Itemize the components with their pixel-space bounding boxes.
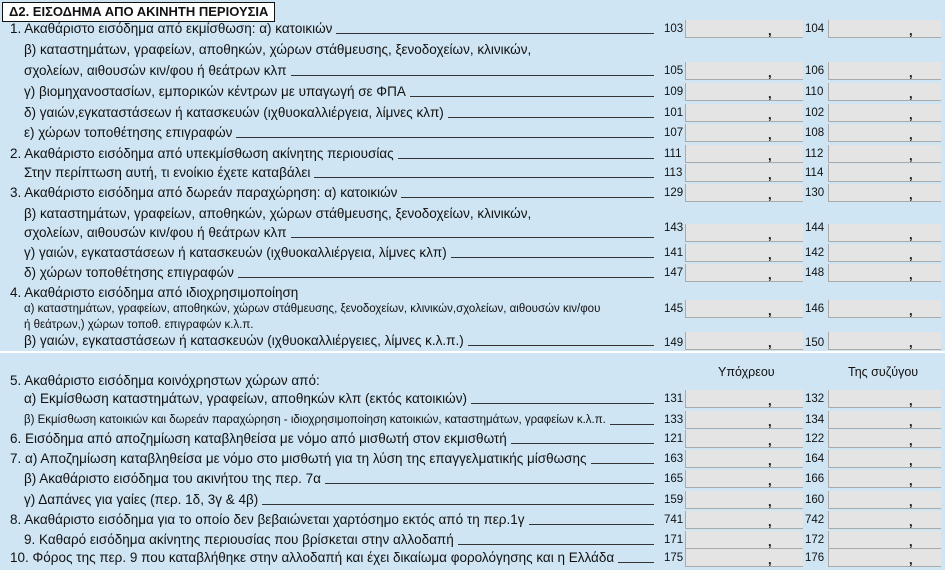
row-label	[24, 125, 658, 141]
field-code-spouse: 160	[805, 494, 825, 506]
section-title: Δ2. ΕΙΣΟΔΗΜΑ ΑΠΟ ΑΚΙΝΗΤΗ ΠΕΡΙΟΥΣΙΑ	[2, 2, 275, 22]
decimal-comma: ,	[768, 393, 772, 408]
decimal-comma: ,	[909, 23, 913, 38]
row-label	[24, 532, 658, 548]
leader-line	[529, 524, 655, 525]
row-label-text: ή θεάτρων,) χώρων τοποθ. επιγραφών κ.λ.π.	[24, 319, 254, 331]
amount-input-taxpayer[interactable]	[685, 470, 803, 488]
amount-input-taxpayer[interactable]	[685, 244, 803, 262]
row-label	[24, 245, 658, 261]
decimal-comma: ,	[768, 86, 772, 101]
amount-input-spouse[interactable]	[828, 264, 941, 282]
field-code-spouse: 134	[805, 414, 825, 426]
amount-input-spouse[interactable]	[828, 124, 941, 142]
row-label	[10, 146, 658, 162]
amount-input-spouse[interactable]	[828, 184, 941, 202]
row-label	[10, 512, 658, 528]
amount-input-spouse[interactable]	[828, 511, 941, 529]
decimal-comma: ,	[909, 267, 913, 282]
row-label-text: 7. α) Αποζημίωση καταβληθείσα με νόμο στο μισθωτή για τη λύση της επαγγελματικής μίσθωσης	[10, 451, 587, 466]
leader-line	[262, 504, 654, 505]
row-label-text: γ) βιομηχανοστασίων, εμπορικών κέντρων με υπαγωγή σε ΦΠΑ	[24, 84, 406, 99]
field-code-spouse: 106	[805, 65, 825, 77]
row-label	[24, 301, 658, 317]
decimal-comma: ,	[909, 552, 913, 567]
amount-input-spouse[interactable]	[828, 390, 941, 408]
decimal-comma: ,	[909, 453, 913, 468]
amount-input-spouse[interactable]	[828, 244, 941, 262]
amount-input-taxpayer[interactable]	[685, 332, 803, 350]
amount-input-spouse[interactable]	[828, 104, 941, 122]
field-code-taxpayer: 113	[664, 167, 683, 179]
field-code-taxpayer: 111	[664, 148, 682, 160]
amount-input-taxpayer[interactable]	[685, 531, 803, 549]
decimal-comma: ,	[909, 107, 913, 122]
row-label	[24, 206, 658, 222]
field-code-spouse: 146	[805, 303, 825, 315]
leader-line	[458, 544, 654, 545]
decimal-comma: ,	[768, 127, 772, 142]
row-label	[10, 373, 658, 389]
field-code-taxpayer: 141	[664, 247, 684, 259]
decimal-comma: ,	[909, 86, 913, 101]
row-label-text: α) καταστημάτων, γραφείων, αποθηκών, χώρων στάθμευσης, ξενοδοχείων, κλινικών,σχολείων, αιθουσών κιν/φου	[24, 303, 601, 315]
row-label-text: γ) Δαπάνες για γαίες (περ. 1δ, 3γ & 4β)	[24, 492, 259, 507]
field-code-taxpayer: 165	[664, 473, 684, 485]
row-label	[24, 333, 658, 349]
field-code-spouse: 172	[805, 534, 825, 546]
leader-line	[591, 463, 654, 464]
field-code-spouse: 122	[805, 433, 825, 445]
amount-input-taxpayer[interactable]	[685, 300, 803, 318]
column-header-spouse: Της συζύγου	[848, 365, 919, 379]
decimal-comma: ,	[909, 187, 913, 202]
amount-input-spouse[interactable]	[828, 491, 941, 509]
decimal-comma: ,	[768, 453, 772, 468]
row-label	[24, 225, 658, 241]
leader-line	[238, 277, 654, 278]
row-label-text: 6. Εισόδημα από αποζημίωση καταβληθείσα με νόμο από μισθωτή στον εκμισθωτή	[10, 431, 507, 446]
leader-line	[618, 562, 654, 563]
amount-input-spouse[interactable]	[828, 164, 941, 182]
field-code-taxpayer: 129	[664, 187, 684, 199]
row-label-text: γ) γαιών, εγκαταστάσεων ή κατασκευών (ιχθυοκαλλιέργεια, λίμνες κλπ)	[24, 245, 447, 260]
row-label	[24, 84, 658, 100]
leader-line	[451, 257, 654, 258]
decimal-comma: ,	[909, 393, 913, 408]
decimal-comma: ,	[768, 267, 772, 282]
decimal-comma: ,	[909, 303, 913, 318]
amount-input-spouse[interactable]	[828, 411, 941, 429]
row-label	[24, 165, 658, 181]
decimal-comma: ,	[909, 65, 913, 80]
decimal-comma: ,	[768, 433, 772, 448]
row-label	[24, 265, 658, 281]
decimal-comma: ,	[768, 187, 772, 202]
row-label	[10, 451, 658, 467]
amount-input-taxpayer[interactable]	[685, 549, 803, 567]
field-code-spouse: 150	[805, 337, 825, 349]
amount-input-taxpayer[interactable]	[685, 264, 803, 282]
leader-line	[398, 158, 654, 159]
row-label-text: 1. Ακαθάριστο εισόδημα από εκμίσθωση: α) κατοικιών	[10, 21, 333, 36]
decimal-comma: ,	[909, 414, 913, 429]
field-code-spouse: 166	[805, 473, 825, 485]
amount-input-spouse[interactable]	[828, 450, 941, 468]
amount-input-taxpayer[interactable]	[685, 145, 803, 163]
row-label-text: Στην περίπτωση αυτή, τι ενοίκιο έχετε καταβάλει	[24, 165, 311, 180]
row-label	[10, 431, 658, 447]
field-code-taxpayer: 105	[664, 65, 684, 77]
field-code-spouse: 114	[805, 167, 824, 179]
decimal-comma: ,	[768, 514, 772, 529]
decimal-comma: ,	[768, 247, 772, 262]
amount-input-taxpayer[interactable]	[685, 164, 803, 182]
amount-input-spouse[interactable]	[828, 224, 941, 242]
amount-input-taxpayer[interactable]	[685, 62, 803, 80]
leader-line	[291, 237, 654, 238]
row-label-text: α) Εκμίσθωση καταστημάτων, γραφείων, αποθηκών κλπ (εκτός κατοικιών)	[24, 391, 467, 406]
decimal-comma: ,	[768, 167, 772, 182]
leader-line	[410, 96, 654, 97]
decimal-comma: ,	[768, 303, 772, 318]
field-code-spouse: 108	[805, 127, 825, 139]
amount-input-spouse[interactable]	[828, 20, 941, 38]
decimal-comma: ,	[909, 494, 913, 509]
row-label	[10, 550, 658, 566]
row-label-text: 2. Ακαθάριστο εισόδημα από υπεκμίσθωση ακίνητης περιουσίας	[10, 146, 394, 161]
field-code-spouse: 144	[805, 222, 825, 234]
field-code-spouse: 110	[805, 86, 824, 98]
row-label-text: 3. Ακαθάριστο εισόδημα από δωρεάν παραχώρηση: α) κατοικιών	[10, 185, 398, 200]
row-label-text: 5. Ακαθάριστο εισόδημα κοινόχρηστων χώρων από:	[10, 373, 320, 388]
leader-line	[236, 137, 654, 138]
field-code-spouse: 104	[805, 23, 825, 35]
leader-line	[448, 117, 654, 118]
decimal-comma: ,	[909, 227, 913, 242]
amount-input-taxpayer[interactable]	[685, 20, 803, 38]
leader-line	[336, 33, 654, 34]
row-label-text: 10. Φόρος της περ. 9 που καταβλήθηκε στην αλλοδαπή και έχει δικαίωμα φορολόγησης και η Ελλάδα	[10, 550, 615, 565]
row-label-text: β) καταστημάτων, γραφείων, αποθηκών, χώρων στάθμευσης, ξενοδοχείων, κλινικών,	[24, 206, 532, 221]
field-code-taxpayer: 145	[664, 303, 684, 315]
decimal-comma: ,	[909, 433, 913, 448]
decimal-comma: ,	[768, 552, 772, 567]
amount-input-spouse[interactable]	[828, 531, 941, 549]
row-label-text: 9. Καθαρό εισόδημα ακίνητης περιουσίας που βρίσκεται στην αλλοδαπή	[24, 532, 454, 547]
amount-input-taxpayer[interactable]	[685, 390, 803, 408]
leader-line	[325, 483, 654, 484]
decimal-comma: ,	[909, 247, 913, 262]
field-code-spouse: 142	[805, 247, 825, 259]
amount-input-spouse[interactable]	[828, 83, 941, 101]
field-code-spouse: 742	[805, 514, 825, 526]
amount-input-taxpayer[interactable]	[685, 224, 803, 242]
decimal-comma: ,	[909, 127, 913, 142]
column-header-taxpayer: Υπόχρεου	[718, 365, 775, 379]
section-divider	[0, 351, 945, 353]
amount-input-spouse[interactable]	[828, 145, 941, 163]
amount-input-spouse[interactable]	[828, 470, 941, 488]
field-code-taxpayer: 171	[664, 534, 684, 546]
field-code-taxpayer: 133	[664, 414, 684, 426]
row-label	[24, 105, 658, 121]
field-code-spouse: 112	[805, 148, 824, 160]
leader-line	[314, 177, 654, 178]
amount-input-taxpayer[interactable]	[685, 450, 803, 468]
decimal-comma: ,	[768, 494, 772, 509]
decimal-comma: ,	[768, 23, 772, 38]
decimal-comma: ,	[909, 514, 913, 529]
row-label-text: σχολείων, αιθουσών κιν/φου ή θεάτρων κλπ	[24, 225, 287, 240]
row-label	[24, 412, 658, 428]
decimal-comma: ,	[768, 65, 772, 80]
field-code-taxpayer: 175	[664, 552, 684, 564]
row-label	[24, 317, 658, 333]
field-code-taxpayer: 741	[664, 514, 684, 526]
field-code-taxpayer: 109	[664, 86, 684, 98]
field-code-taxpayer: 131	[664, 393, 684, 405]
decimal-comma: ,	[909, 335, 913, 350]
field-code-taxpayer: 101	[664, 107, 684, 119]
field-code-spouse: 132	[805, 393, 825, 405]
decimal-comma: ,	[909, 148, 913, 163]
row-label	[10, 21, 658, 37]
leader-line	[471, 403, 654, 404]
leader-line	[291, 75, 654, 76]
decimal-comma: ,	[909, 473, 913, 488]
decimal-comma: ,	[768, 227, 772, 242]
field-code-spouse: 148	[805, 267, 825, 279]
field-code-taxpayer: 147	[664, 267, 684, 279]
amount-input-spouse[interactable]	[828, 300, 941, 318]
field-code-taxpayer: 163	[664, 453, 684, 465]
decimal-comma: ,	[768, 414, 772, 429]
amount-input-taxpayer[interactable]	[685, 511, 803, 529]
amount-input-taxpayer[interactable]	[685, 104, 803, 122]
row-label-text: σχολείων, αιθουσών κιν/φου ή θεάτρων κλπ	[24, 63, 287, 78]
row-label-text: β) γαιών, εγκαταστάσεων ή κατασκευών (ιχθυοκαλλιέργειες, λίμνες κ.λ.π.)	[24, 333, 464, 348]
amount-input-taxpayer[interactable]	[685, 430, 803, 448]
leader-line	[468, 345, 654, 346]
amount-input-taxpayer[interactable]	[685, 184, 803, 202]
decimal-comma: ,	[909, 534, 913, 549]
row-label	[24, 391, 658, 407]
field-code-taxpayer: 103	[664, 23, 684, 35]
amount-input-spouse[interactable]	[828, 332, 941, 350]
row-label	[24, 492, 658, 508]
amount-input-taxpayer[interactable]	[685, 491, 803, 509]
amount-input-taxpayer[interactable]	[685, 83, 803, 101]
leader-line	[610, 424, 654, 425]
field-code-taxpayer: 149	[664, 337, 684, 349]
row-label-text: δ) γαιών,εγκαταστάσεων ή κατασκευών (ιχθυοκαλλιέργεια, λίμνες κλπ)	[24, 105, 444, 120]
decimal-comma: ,	[768, 335, 772, 350]
row-label-text: 4. Ακαθάριστο εισόδημα από ιδιοχρησιμοποίηση	[10, 285, 299, 300]
row-label-text: β) Ακαθάριστο εισόδημα του ακινήτου της περ. 7α	[24, 471, 321, 486]
field-code-spouse: 130	[805, 187, 825, 199]
row-label	[24, 471, 658, 487]
field-code-taxpayer: 107	[664, 127, 684, 139]
row-label-text: β) καταστημάτων, γραφείων, αποθηκών, χώρων στάθμευσης, ξενοδοχείων, κλινικών,	[24, 42, 532, 57]
amount-input-spouse[interactable]	[828, 549, 941, 567]
field-code-taxpayer: 143	[664, 222, 684, 234]
field-code-taxpayer: 159	[664, 494, 684, 506]
decimal-comma: ,	[768, 534, 772, 549]
row-label-text: 8. Ακαθάριστο εισόδημα για το οποίο δεν βεβαιώνεται χαρτόσημο εκτός από τη περ.1γ	[10, 512, 525, 527]
row-label-text: δ) χώρων τοποθέτησης επιγραφών	[24, 265, 234, 280]
leader-line	[511, 443, 654, 444]
amount-input-taxpayer[interactable]	[685, 124, 803, 142]
field-code-spouse: 164	[805, 453, 825, 465]
row-label-text: β) Εκμίσθωση κατοικιών και δωρεάν παραχώρηση - ιδιοχρησιμοποίηση κατοικιών, καταστημάτων, γραφείων κ.λ.π.	[24, 414, 606, 426]
amount-input-taxpayer[interactable]	[685, 411, 803, 429]
decimal-comma: ,	[768, 473, 772, 488]
leader-line	[401, 197, 654, 198]
row-label	[10, 285, 658, 301]
row-label	[24, 63, 658, 79]
row-label	[10, 185, 658, 201]
row-label	[24, 42, 658, 58]
decimal-comma: ,	[768, 148, 772, 163]
row-label-text: ε) χώρων τοποθέτησης επιγραφών	[24, 125, 233, 140]
decimal-comma: ,	[909, 167, 913, 182]
amount-input-spouse[interactable]	[828, 62, 941, 80]
field-code-spouse: 102	[805, 107, 825, 119]
field-code-spouse: 176	[805, 552, 825, 564]
amount-input-spouse[interactable]	[828, 430, 941, 448]
field-code-taxpayer: 121	[664, 433, 684, 445]
decimal-comma: ,	[768, 107, 772, 122]
